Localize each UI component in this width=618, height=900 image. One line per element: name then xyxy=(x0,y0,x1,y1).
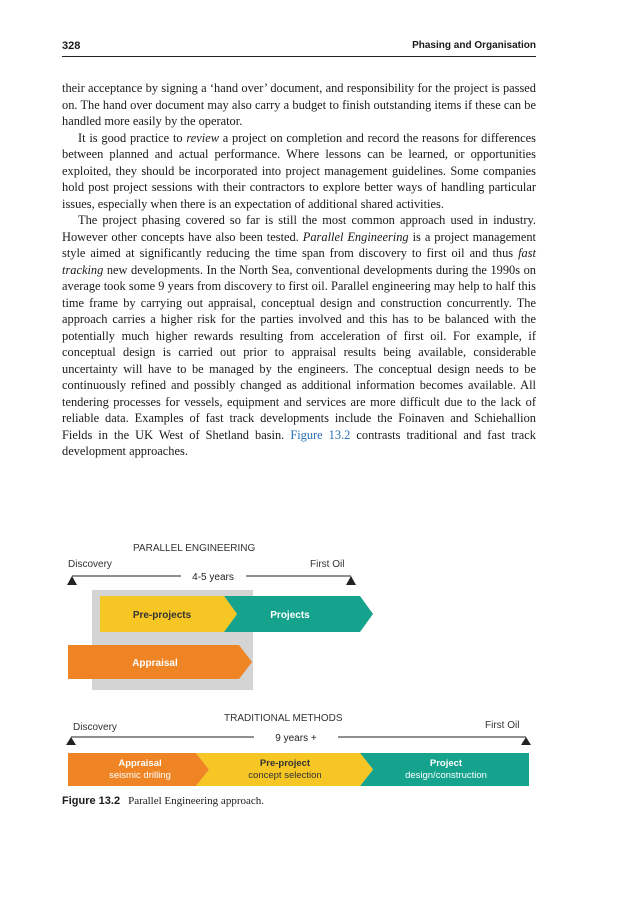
paragraph-2: It is good practice to review a project on completion and record the reasons for differences between planned and actual performance. Where lessons can be learned, or opportunities exploited, they should be incorporated into project management guidelines. Some companies hold post project sessions with their contractors to explore better ways of handling particular issues, especially when there is an expectation of additional shared activities. xyxy=(62,130,536,211)
traditional-first-oil-label: First Oil xyxy=(485,720,520,731)
traditional-project-sublabel: design/construction xyxy=(405,770,487,781)
paragraph-3: The project phasing covered so far is still the most common approach used in industry. However other concepts have also been tested. Parallel Engineering is a project management style aimed at significantly reducing the time span from discovery to first oil and thus fast tracking new developments. In the North Sea, conventional developments during the 1990s on average took some 9 years from discovery to first oil. Parallel engineering may help to half this time frame by carrying out appraisal, conceptual design and construction concurrently. The approach carries a higher risk for the parties involved and this has to be balanced with the potentially much higher rewards resulting from acceleration of first oil. For example, if conceptual design is carried out prior to appraisal results being available, considerable uncertainty will have to be managed by the engineers. The conceptual design needs to be continuously refined and possibly changed as additional information becomes available. All tendering processes for vessels, equipment and services are more difficult due to the lack of reliable data. Examples of fast track developments include the Foinaven and Schiehallion Fields in the UK West of Shetland basin. Figure 13.2 contrasts traditional and fast track development approaches. xyxy=(62,213,536,458)
parallel-title: PARALLEL ENGINEERING xyxy=(133,543,256,554)
parallel-discovery-marker-icon xyxy=(67,576,77,585)
parallel-first-oil-marker-icon xyxy=(346,576,356,585)
traditional-duration-label: 9 years + xyxy=(275,733,317,744)
traditional-discovery-label: Discovery xyxy=(73,722,117,733)
running-title: Phasing and Organisation xyxy=(412,40,536,51)
parallel-duration-label: 4-5 years xyxy=(192,572,234,583)
traditional-appraisal-label: Appraisal xyxy=(118,758,162,769)
traditional-first-oil-marker-icon xyxy=(521,737,531,745)
traditional-appraisal-sublabel: seismic drilling xyxy=(109,770,171,781)
emphasis-fast-tracking: fast tracking xyxy=(62,246,536,277)
figure-reference-link[interactable]: Figure 13.2 xyxy=(290,427,351,442)
page-number: 328 xyxy=(62,40,81,52)
figure-caption-number: Figure 13.2 xyxy=(62,795,121,807)
emphasis-review: review xyxy=(186,130,219,145)
pre-projects-label: Pre-projects xyxy=(132,610,192,621)
traditional-title: TRADITIONAL METHODS xyxy=(224,713,343,724)
traditional-project-label: Project xyxy=(429,758,463,769)
paragraph-1: their acceptance by signing a ‘hand over’ document, and responsibility for the project is passed on. The hand over document may also carry a budget to finish outstanding items if these can be handled more easily by the operator. xyxy=(62,81,536,128)
parallel-discovery-label: Discovery xyxy=(68,559,112,570)
parallel-first-oil-label: First Oil xyxy=(310,559,345,570)
appraisal-parallel-label: Appraisal xyxy=(132,658,178,669)
emphasis-parallel-engineering: Parallel Engineering xyxy=(302,229,409,244)
traditional-discovery-marker-icon xyxy=(66,737,76,745)
traditional-pre-project-label: Pre-project xyxy=(259,758,311,769)
traditional-pre-project-sublabel: concept selection xyxy=(248,770,322,781)
figure-caption-text: Parallel Engineering approach. xyxy=(128,795,264,807)
figure-caption xyxy=(62,795,264,807)
projects-label: Projects xyxy=(270,610,310,621)
